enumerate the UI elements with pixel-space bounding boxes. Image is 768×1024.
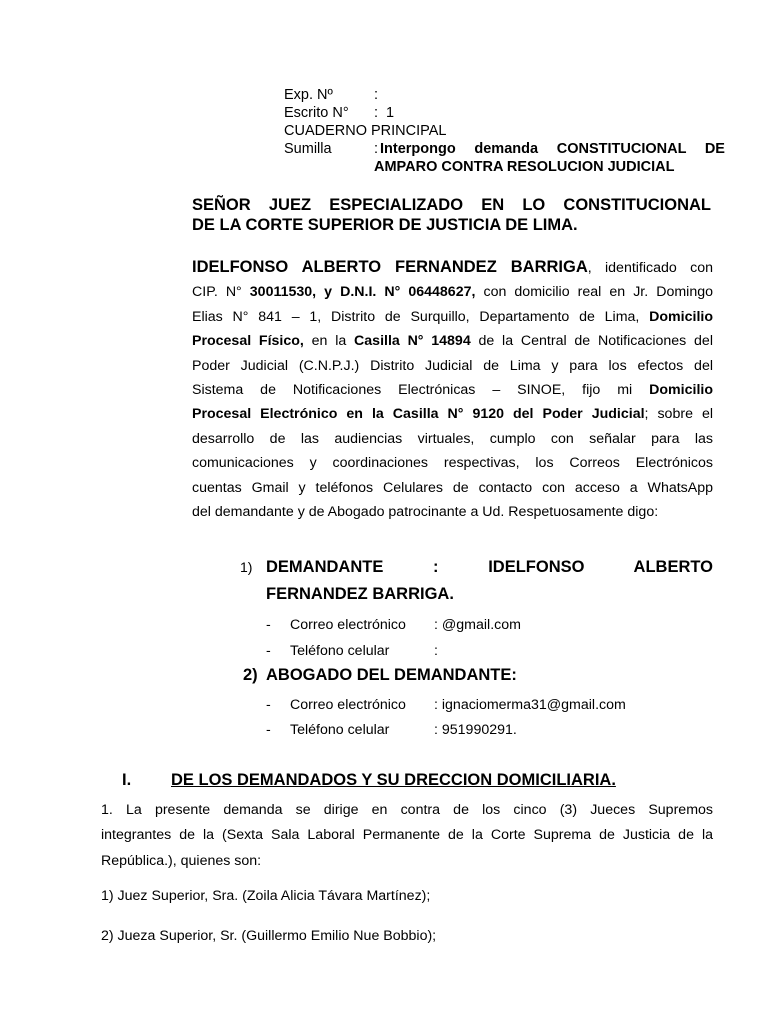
- intro-text: Procesal Electrónico en la Casilla N° 9120 del Poder Judicial: [192, 406, 645, 423]
- addressee-title: [192, 195, 711, 235]
- section-numeral: I.: [122, 771, 132, 789]
- intro-line: comunicaciones y coordinaciones respectivas, los Correos Electrónicos: [192, 455, 713, 472]
- intro-paragraph: [192, 255, 713, 524]
- email-label: Correo electrónico: [290, 697, 406, 713]
- addressee-line1: SEÑOR JUEZ ESPECIALIZADO EN LO CONSTITUCIONAL: [192, 196, 711, 214]
- lawyer-phone-row: [266, 722, 517, 738]
- lawyer-heading: ABOGADO DEL DEMANDANTE:: [266, 666, 517, 684]
- sumilla-label: Sumilla: [284, 141, 332, 157]
- intro-line: desarrollo de las audiencias virtuales, cumplo con señalar para las: [192, 430, 713, 447]
- intro-text: en la: [311, 333, 347, 350]
- plaintiff-block: [240, 558, 713, 604]
- intro-line: Poder Judicial (C.N.P.J.) Distrito Judicial de Lima y para los efectos del: [192, 357, 713, 374]
- cuaderno-row: [284, 122, 725, 140]
- intro-text: Sistema de Notificaciones Electrónicas – SINOE: [192, 382, 562, 399]
- escrito-sep: :: [374, 105, 379, 121]
- phone-value: :: [434, 643, 438, 659]
- intro-line: cuentas Gmail y teléfonos Celulares de contacto con acceso a WhatsApp: [192, 479, 713, 496]
- defendant-item: 2) Jueza Superior, Sr. (Guillermo Emilio Nue Bobbio);: [101, 928, 437, 944]
- phone-label: Teléfono celular: [290, 643, 390, 659]
- email-value: : ignaciomerma31@gmail.com: [434, 697, 626, 713]
- email-value: : @gmail.com: [434, 617, 521, 633]
- sumilla-line2: AMPARO CONTRA RESOLUCION JUDICIAL: [374, 159, 675, 175]
- escrito-value: 1: [386, 105, 395, 121]
- escrito-row: [284, 104, 725, 122]
- lawyer-email-row: [266, 697, 626, 713]
- intro-text: Casilla N° 14894: [354, 333, 471, 350]
- bullet-dash: -: [266, 617, 271, 633]
- plaintiff-email-row: [266, 617, 521, 633]
- intro-text: Domicilio: [649, 382, 713, 399]
- escrito-label: Escrito N°: [284, 105, 349, 121]
- cuaderno-label: CUADERNO PRINCIPAL: [284, 123, 447, 139]
- intro-text: CIP. N°: [192, 284, 242, 301]
- body-line: integrantes de la (Sexta Sala Laboral Permanente de la Corte Suprema de Justicia de la: [101, 827, 713, 844]
- case-header: [284, 86, 725, 176]
- intro-text: con domicilio real en Jr. Domingo: [483, 284, 713, 301]
- intro-text: ; sobre el: [644, 406, 713, 423]
- intro-line: [192, 329, 713, 353]
- intro-text: , fijo mi: [561, 382, 633, 399]
- intro-text: Elias N° 841 – 1, Distrito de Surquillo, Departamento de Lima,: [192, 308, 640, 325]
- sumilla-rest: CONSTITUCIONAL DE: [556, 141, 725, 157]
- bullet-dash: -: [266, 697, 271, 713]
- exp-sep: :: [374, 87, 379, 103]
- intro-text: , identificado con: [587, 260, 713, 276]
- lawyer-block: [243, 666, 517, 685]
- phone-value: : 951990291.: [434, 722, 517, 738]
- sumilla-sep: :: [374, 141, 379, 157]
- sumilla-line1: [380, 140, 725, 158]
- plaintiff-heading-cont: FERNANDEZ BARRIGA.: [266, 585, 454, 603]
- intro-line: [192, 280, 713, 304]
- intro-line: [192, 255, 713, 280]
- bullet-dash: -: [266, 722, 271, 738]
- intro-text: de la Central de Notificaciones del: [478, 333, 713, 350]
- section-title: DE LOS DEMANDADOS Y SU DRECCION DOMICILIARIA.: [171, 771, 616, 789]
- sumilla-prefix: Interpongo demanda: [380, 141, 539, 157]
- section-body: [101, 798, 713, 874]
- intro-text: Procesal Físico,: [192, 333, 304, 350]
- intro-line: [192, 305, 713, 329]
- email-label: Correo electrónico: [290, 617, 406, 633]
- lawyer-number: 2): [243, 666, 258, 684]
- defendant-item: 1) Juez Superior, Sra. (Zoila Alicia Távara Martínez);: [101, 888, 431, 904]
- plaintiff-name: IDELFONSO ALBERTO FERNANDEZ BARRIGA: [192, 258, 588, 276]
- plaintiff-heading: DEMANDANTE : IDELFONSO ALBERTO: [266, 558, 713, 576]
- plaintiff-number: 1): [240, 559, 253, 575]
- intro-line: [192, 378, 713, 402]
- addressee-line2: DE LA CORTE SUPERIOR DE JUSTICIA DE LIMA.: [192, 216, 578, 234]
- body-line: República.), quienes son:: [101, 852, 262, 869]
- intro-line: del demandante y de Abogado patrocinante a Ud. Respetuosamente digo:: [192, 504, 659, 521]
- plaintiff-line1: [240, 558, 713, 577]
- sumilla-row: [284, 140, 725, 158]
- plaintiff-phone-row: [266, 643, 438, 659]
- bullet-dash: -: [266, 643, 271, 659]
- phone-label: Teléfono celular: [290, 722, 390, 738]
- body-line: 1. La presente demanda se dirige en contra de los cinco (3) Jueces Supremos: [101, 802, 713, 818]
- intro-text: Domicilio: [649, 308, 713, 325]
- exp-row: [284, 86, 725, 104]
- intro-text: 30011530, y D.N.I. N° 06448627,: [249, 284, 476, 301]
- intro-line: [192, 402, 713, 426]
- exp-label: Exp. Nº: [284, 87, 333, 103]
- section-heading: [122, 771, 616, 790]
